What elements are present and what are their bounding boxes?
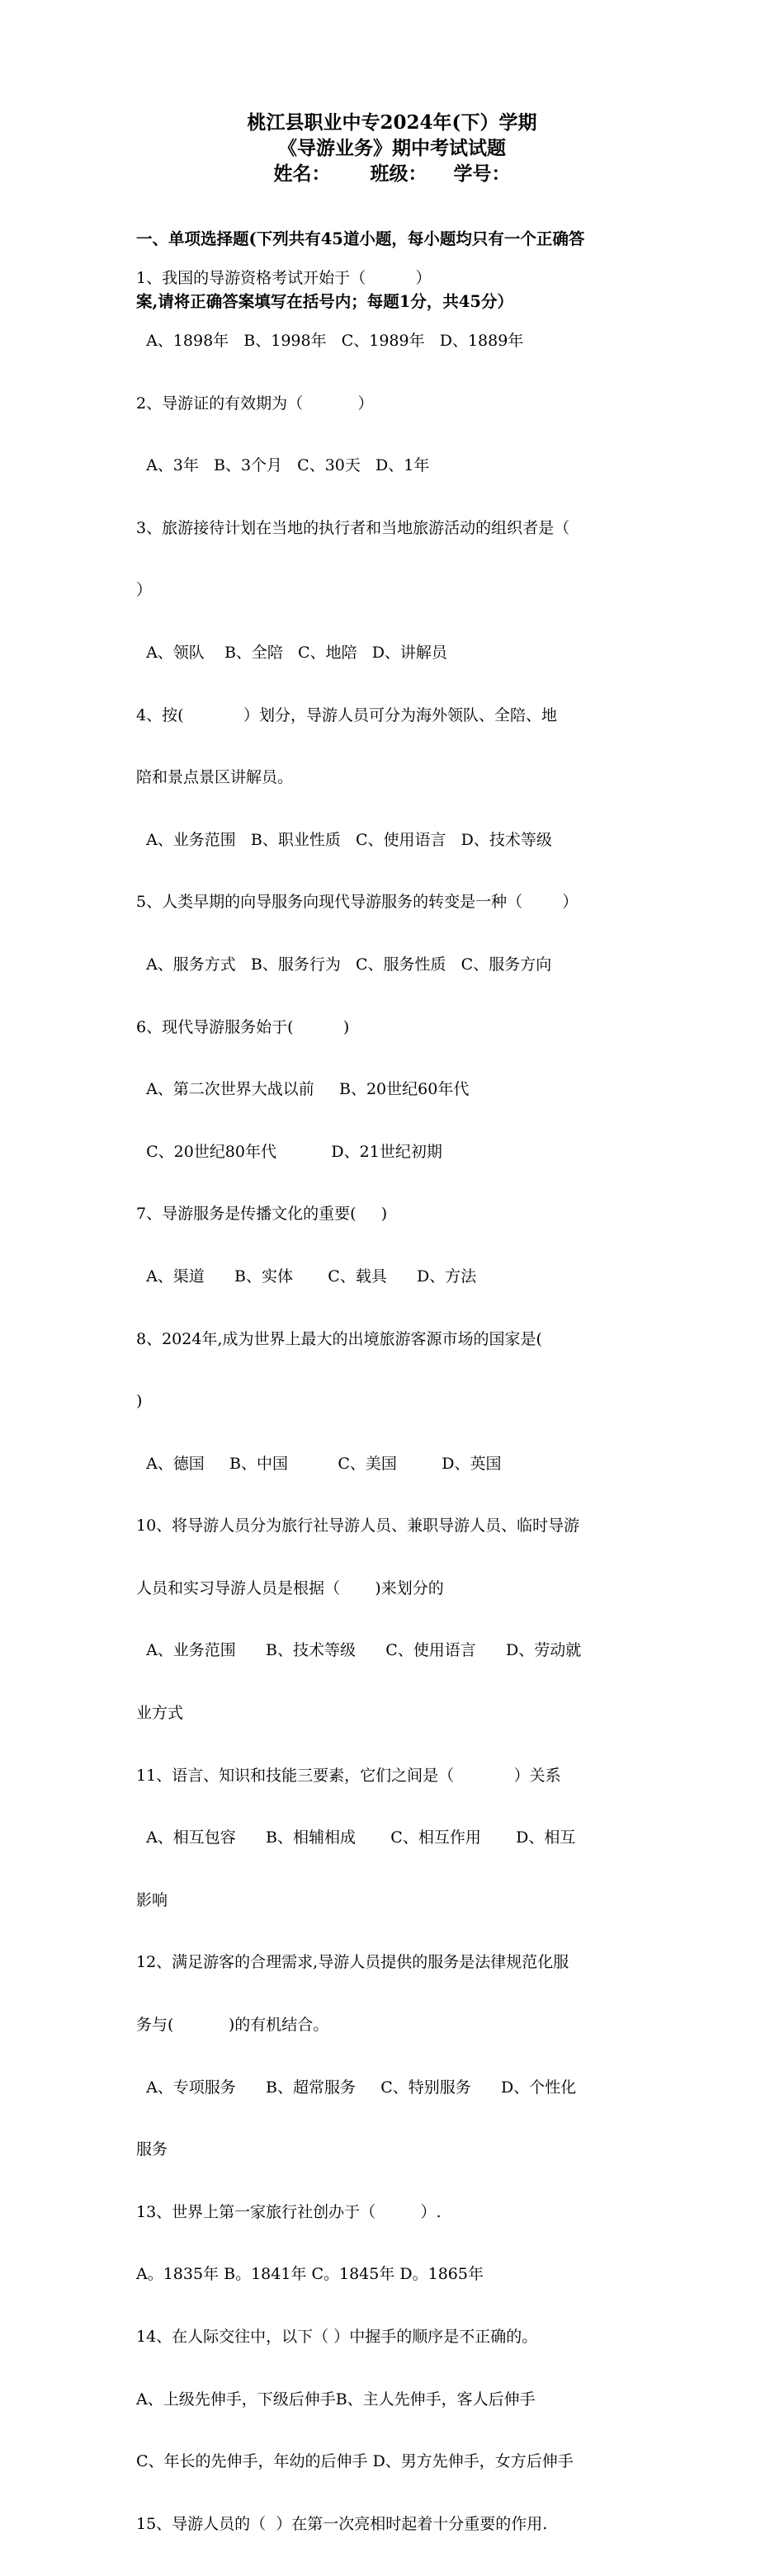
question-line: 2、导游证的有效期为（ ）	[136, 394, 374, 413]
question-line: 3、旅游接待计划在当地的执行者和当地旅游活动的组织者是（	[136, 518, 570, 537]
options-line: A、业务范围 B、职业性质 C、使用语言 D、技术等级	[136, 830, 552, 849]
options-line: A、第二次世界大战以前 B、20世纪60年代	[136, 1080, 470, 1099]
exam-title-school: 桃江县职业中专2024年(下）学期	[247, 111, 537, 134]
question-line: 6、现代导游服务始于( )	[136, 1017, 350, 1036]
options-line: A、上级先伸手，下级后伸手B、主人先伸手，客人后伸手	[136, 2390, 536, 2409]
question-list	[136, 227, 652, 2576]
options-line: A、领队 B、全陪 C、地陪 D、讲解员	[136, 643, 447, 662]
question-line: )	[136, 1392, 143, 1411]
options-line: A、专项服务 B、超常服务 C、特别服务 D、个性化	[136, 2078, 577, 2097]
options-line: 服务	[136, 2140, 168, 2159]
options-line: 影响	[136, 1890, 168, 1909]
question-line: 15、导游人员的（ ）在第一次亮相时起着十分重要的作用.	[136, 2514, 548, 2533]
question-line: ）	[136, 581, 153, 600]
options-line: A、德国 B、中国 C、美国 D、英国	[136, 1454, 502, 1473]
question-line: 11、语言、知识和技能三要素，它们之间是（ ）关系	[136, 1766, 561, 1785]
question-line: 10、将导游人员分为旅行社导游人员、兼职导游人员、临时导游	[136, 1517, 580, 1536]
options-line: A、3年 B、3个月 C、30天 D、1年	[136, 456, 430, 475]
options-line: C、年长的先伸手，年幼的后伸手 D、男方先伸手，女方后伸手	[136, 2452, 574, 2471]
question-line: 务与( )的有机结合。	[136, 2016, 329, 2035]
question-line: 7、导游服务是传播文化的重要( )	[136, 1205, 388, 1224]
question-line: 5、人类早期的向导服务向现代导游服务的转变是一种（ ）	[136, 893, 579, 912]
section-heading-line: 案,请将正确答案填写在括号内；每题1分，共45分）	[136, 292, 513, 311]
options-line: A、1898年 B、1998年 C、1989年 D、1889年	[136, 332, 524, 350]
student-info-line: 姓名： 班级： 学号：	[273, 163, 511, 185]
question-line: 12、满足游客的合理需求,导游人员提供的服务是法律规范化服	[136, 1953, 569, 1972]
options-line: A。1835年 B。1841年 C。1845年 D。1865年	[136, 2265, 484, 2284]
options-line: A、服务方式 B、服务行为 C、服务性质 C、服务方向	[136, 955, 552, 974]
options-line: A、业务范围 B、技术等级 C、使用语言 D、劳动就	[136, 1641, 582, 1660]
exam-title-subject: 《导游业务》期中考试试题	[278, 137, 506, 159]
question-line: 人员和实习导游人员是根据（ )来划分的	[136, 1578, 444, 1597]
options-line: C、20世纪80年代 D、21世纪初期	[136, 1142, 442, 1161]
question-line: 陪和景点景区讲解员。	[136, 768, 294, 787]
question-line: 8、2024年,成为世界上最大的出境旅游客源市场的国家是(	[136, 1329, 542, 1348]
options-line: A、相互包容 B、相辅相成 C、相互作用 D、相互	[136, 1828, 576, 1847]
section-heading-line: 一、单项选择题(下列共有45道小题，每小题均只有一个正确答	[136, 229, 585, 249]
question-line: 14、在人际交往中，以下（ ）中握手的顺序是不正确的。	[136, 2328, 538, 2346]
question-line: 13、世界上第一家旅行社创办于（ ）.	[136, 2202, 442, 2221]
options-line: A、渠道 B、实体 C、载具 D、方法	[136, 1267, 477, 1286]
options-line: 业方式	[136, 1704, 184, 1723]
question-line: 1、我国的导游资格考试开始于（ ）	[136, 269, 432, 288]
question-line: 4、按( ）划分，导游人员可分为海外领队、全陪、地	[136, 705, 557, 724]
